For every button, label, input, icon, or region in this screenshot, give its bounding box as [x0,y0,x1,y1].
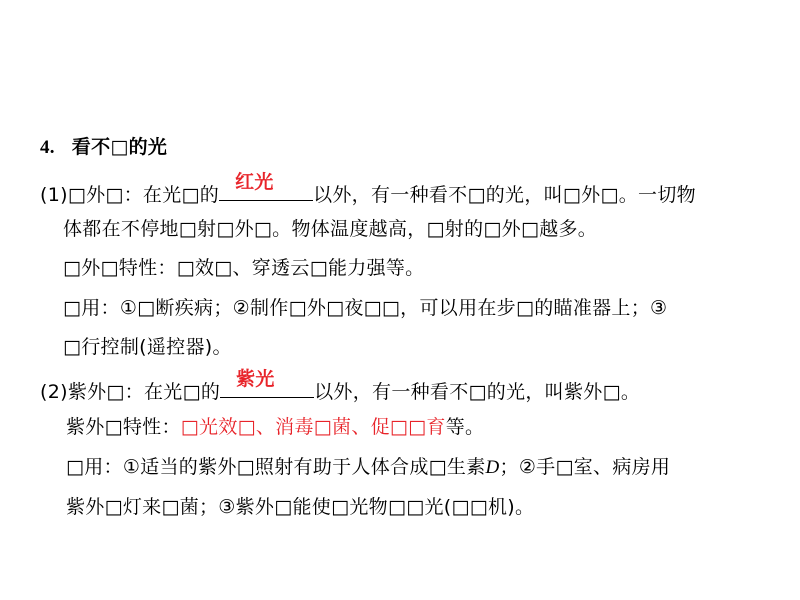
infrared-uses-1: □用：①□断疾病；②制作□外□夜□□，可以用在步□的瞄准器上；③ [63,297,668,319]
infrared-uses-2: □行控制(遥控器)。 [63,336,232,358]
infrared-line-1-text: 以外，有一种看不□的光，叫□外□。一切物 [313,184,696,206]
vitamin-d-letter: D [485,457,500,478]
uv-line-1 [40,368,641,406]
uv-answer: 紫光 [236,368,275,390]
uv-traits-value: □光效□、消毒□菌、促□□育 [180,416,446,438]
infrared-traits-tail: 强等。 [366,257,425,279]
section-number: 4. [40,137,55,158]
infrared-traits-label: □外□特性：□效□、穿透云□能力 [63,257,367,279]
uv-traits-label: 紫外□特性： [66,416,181,438]
infrared-line-1 [40,171,696,209]
infrared-traits [63,254,424,282]
uv-traits-tail: 等。 [445,416,485,438]
uv-uses-2: 紫外□灯来□菌；③紫外□能使□光物□□光(□□机)。 [66,496,535,518]
uv-line-1-text: 以外，有一种看不□的光，叫紫外□。 [314,381,641,403]
infrared-answer: 红光 [235,171,274,193]
section-title: 看不□的光 [71,136,168,158]
uv-uses-1-a: □用：①适当的紫外□照射有助于人体合成□生素 [66,456,486,478]
section-heading [40,133,167,162]
uv-blank [220,368,314,398]
uv-uses-1 [66,453,670,482]
infrared-blank [219,171,313,201]
infrared-line-2: 体都在不停地□射□外□。物体温度越高，□射的□外□越多。 [63,218,598,240]
uv-traits [66,413,484,441]
uv-uses-1-b: ；②手□室、病房用 [499,456,671,478]
infrared-label: (1)□外□：在光□的 [40,184,220,206]
uv-label: (2)紫外□：在光□的 [40,381,221,403]
